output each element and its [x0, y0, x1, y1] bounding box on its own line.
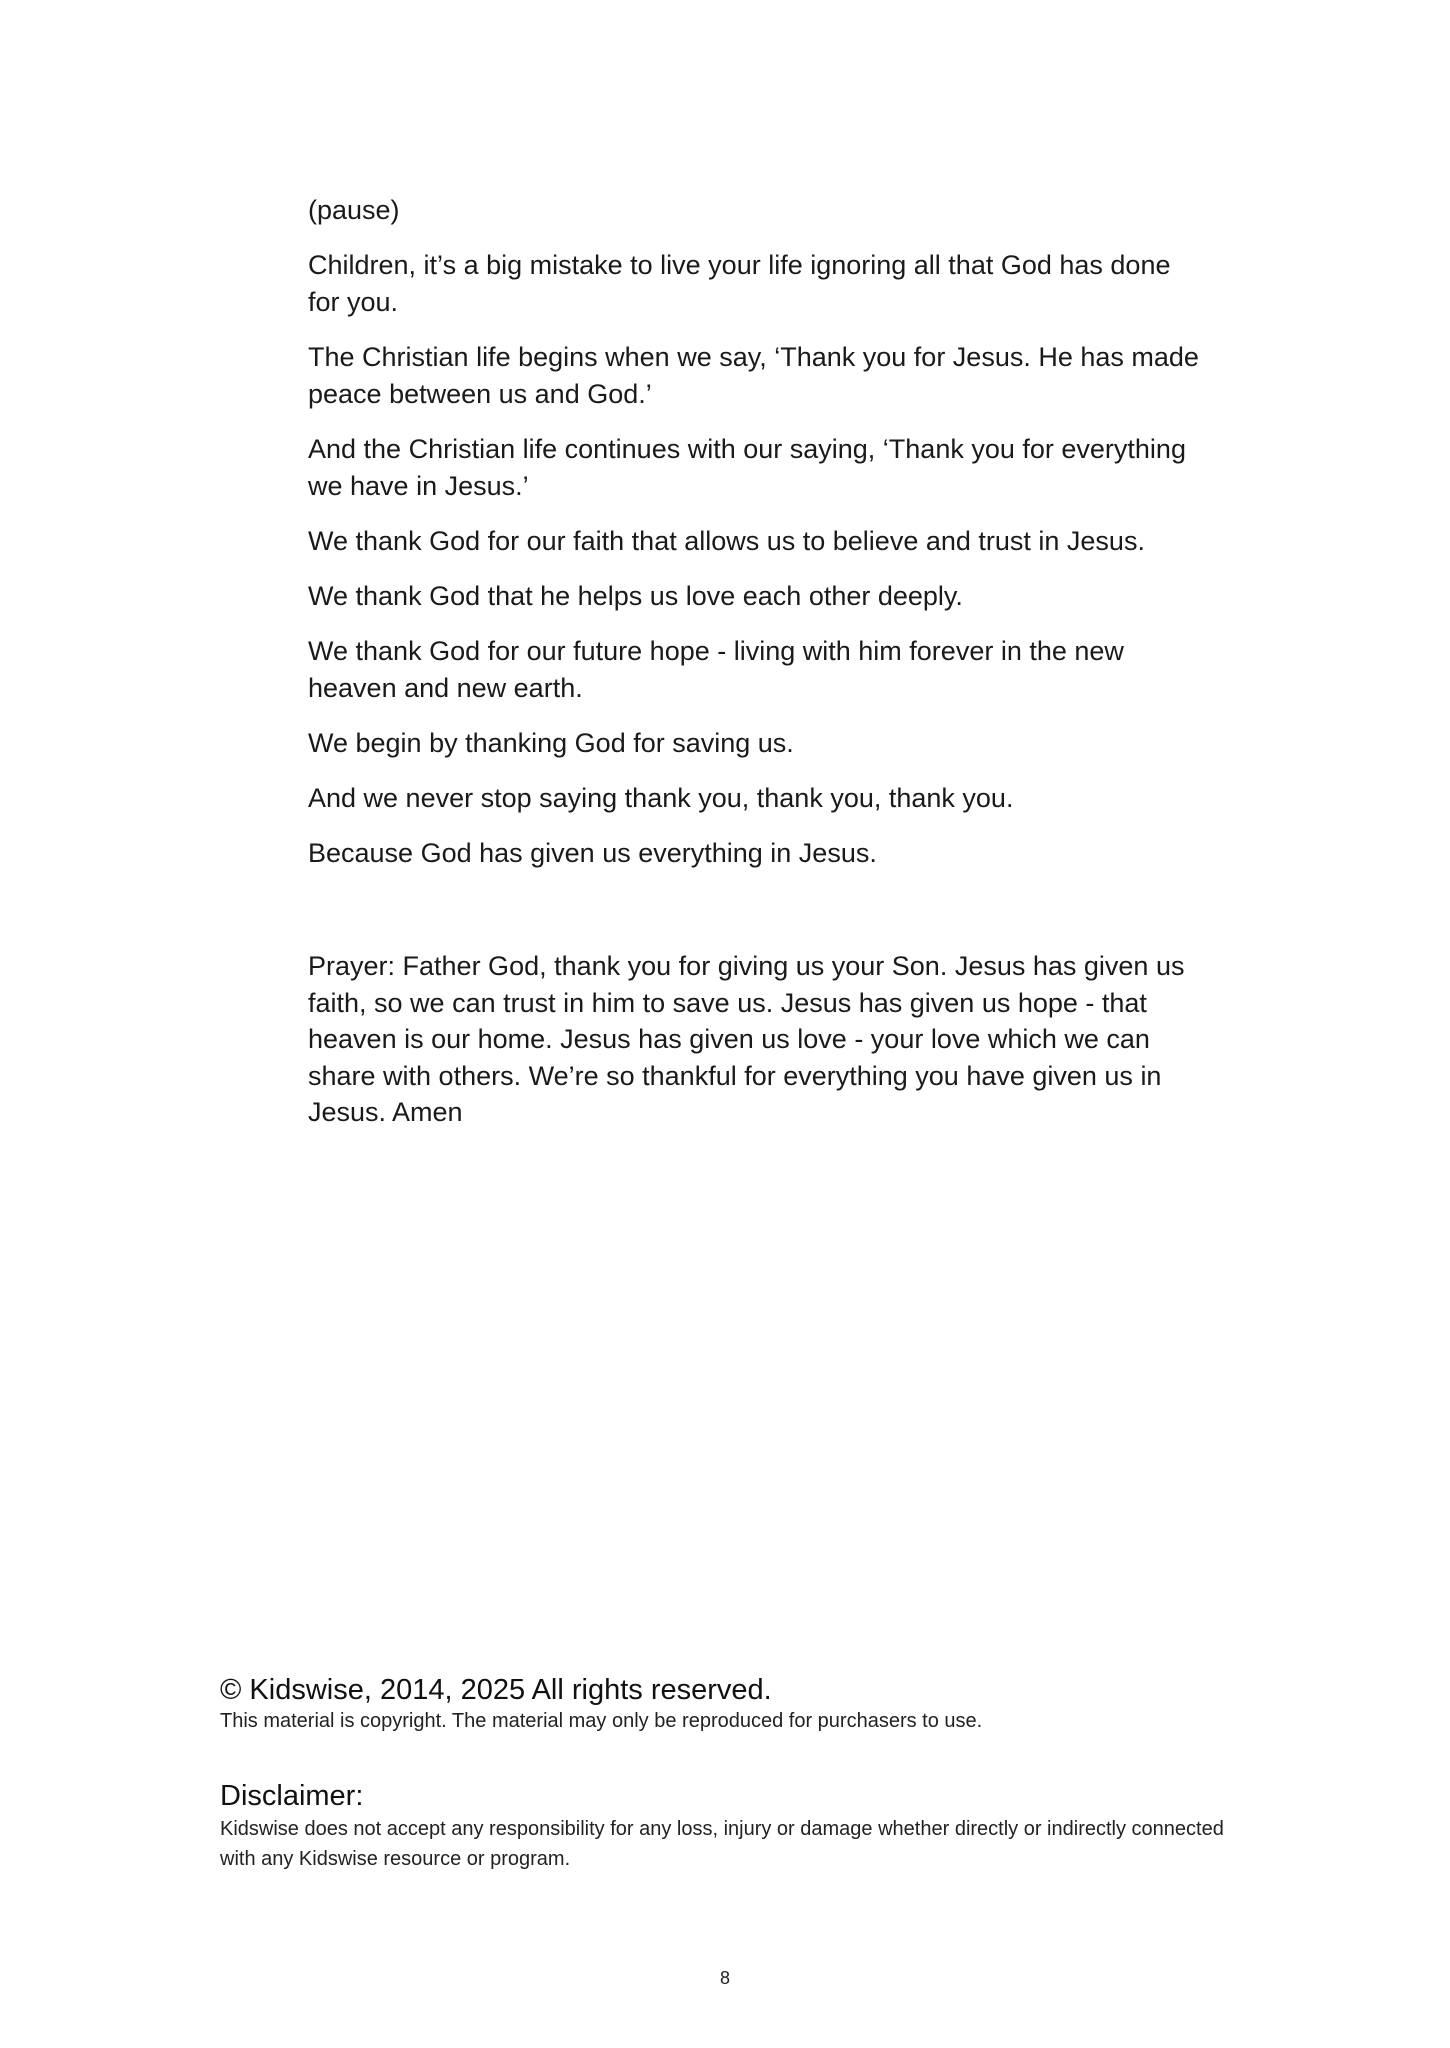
body-paragraph: Children, it’s a big mistake to live your life ignoring all that God has done for you.: [308, 250, 1171, 317]
disclaimer-title: Disclaimer:: [220, 1780, 364, 1812]
body-text: [308, 192, 1208, 890]
prayer-paragraph: Prayer: Father God, thank you for giving us your Son. Jesus has given us faith, so we can trust in him to save us. Jesus has given us hope - that heaven is our home. Jesus has given us love - your love which we can share with others. We’re so thankful for everything you have given us in Jesus. Amen: [308, 951, 1185, 1127]
copyright-title: © Kidswise, 2014, 2025 All rights reserved.: [220, 1674, 772, 1706]
disclaimer-text: Kidswise does not accept any responsibility for any loss, injury or damage whether directly or indirectly connected with any Kidswise resource or program.: [220, 1818, 1224, 1870]
body-paragraph: We thank God for our future hope - living with him forever in the new heaven and new earth.: [308, 636, 1124, 703]
body-paragraph: (pause): [308, 195, 400, 225]
body-paragraph: Because God has given us everything in Jesus.: [308, 838, 877, 868]
body-paragraph: We thank God for our faith that allows us to believe and trust in Jesus.: [308, 526, 1145, 556]
page-number: 8: [719, 1968, 730, 1988]
body-paragraph: The Christian life begins when we say, ‘Thank you for Jesus. He has made peace between us and God.’: [308, 342, 1199, 409]
body-paragraph: And we never stop saying thank you, thank you, thank you.: [308, 783, 1014, 813]
footer: [220, 1672, 1230, 1874]
body-paragraph: And the Christian life continues with our saying, ‘Thank you for everything we have in Jesus.’: [308, 434, 1186, 501]
body-paragraph: We thank God that he helps us love each other deeply.: [308, 581, 963, 611]
copyright-text: This material is copyright. The material may only be reproduced for purchasers to use.: [220, 1710, 983, 1732]
body-paragraph: We begin by thanking God for saving us.: [308, 728, 794, 758]
